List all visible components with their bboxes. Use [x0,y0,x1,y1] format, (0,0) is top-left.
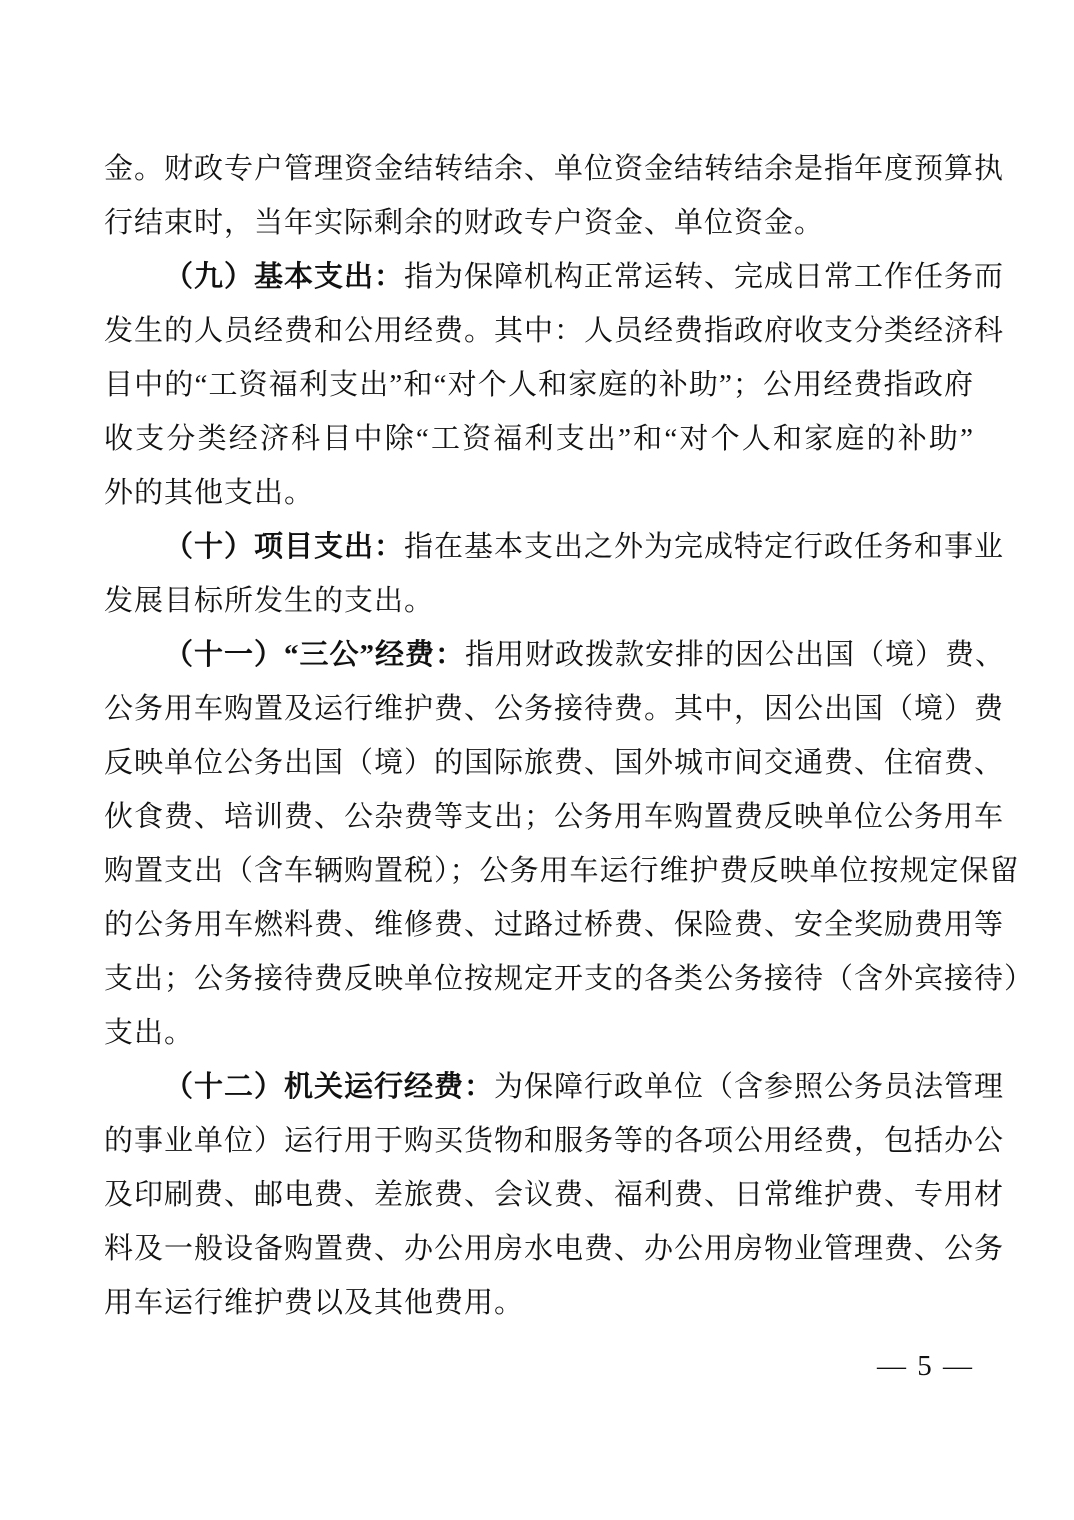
body-text: 目中的“工资福利支出”和“对个人和家庭的补助”；公用经费指政府 [104,369,974,401]
body-text: 指在基本支出之外为完成特定行政任务和事业 [404,531,1005,563]
body-text: 的事业单位）运行用于购买货物和服务等的各项公用经费，包括办公 [104,1125,1005,1157]
heading-text: （十二）机关运行经费： [164,1071,495,1103]
body-text: 反映单位公务出国（境）的国际旅费、国外城市间交通费、住宿费、 [104,747,1005,779]
text-line [104,898,1005,952]
text-line [104,142,1005,196]
text-line [104,412,974,466]
body-text: 料及一般设备购置费、办公用房水电费、办公用房物业管理费、公务 [104,1233,1005,1265]
body-text: 及印刷费、邮电费、差旅费、会议费、福利费、日常维护费、专用材 [104,1179,1005,1211]
body-text: 金。财政专户管理资金结转结余、单位资金结转结余是指年度预算执 [104,153,1005,185]
body-text: 收支分类经济科目中除“工资福利支出”和“对个人和家庭的补助” [104,423,974,455]
text-line [104,1114,1005,1168]
body-text: 公务用车购置及运行维护费、公务接待费。其中，因公出国（境）费 [104,693,1005,725]
body-text: 购置支出（含车辆购置税）；公务用车运行维护费反映单位按规定保留 [104,855,1020,887]
text-line [104,304,1005,358]
body-text: 伙食费、培训费、公杂费等支出；公务用车购置费反映单位公务用车 [104,801,1005,833]
text-line [104,466,974,520]
body-text: 支出。 [104,1017,195,1049]
heading-text: （十）项目支出： [164,531,405,563]
text-line [104,520,1005,574]
heading-text: （九）基本支出： [164,261,405,293]
text-line [104,682,1005,736]
body-text: 为保障行政单位（含参照公务员法管理 [494,1071,1005,1103]
text-line [104,1060,1005,1114]
body-text: 指为保障机构正常运转、完成日常工作任务而 [404,261,1005,293]
text-line [104,1006,974,1060]
text-line [104,358,974,412]
body-text: 的公务用车燃料费、维修费、过路过桥费、保险费、安全奖励费用等 [104,909,1005,941]
text-line [104,628,1006,682]
text-line [104,250,1005,304]
text-line [104,574,974,628]
body-text: 指用财政拨款安排的因公出国（境）费、 [465,639,1006,671]
body-text: 支出；公务接待费反映单位按规定开支的各类公务接待（含外宾接待） [104,963,1035,995]
text-line [104,844,1020,898]
text-line [104,790,1005,844]
body-text: 发生的人员经费和公用经费。其中：人员经费指政府收支分类经济科 [104,315,1005,347]
text-line [104,736,1005,790]
heading-text: （十一）“三公”经费： [164,639,466,671]
text-line [104,196,974,250]
body-text: 行结束时，当年实际剩余的财政专户资金、单位资金。 [104,207,825,239]
document-body [104,142,1035,1330]
text-line [104,952,1035,1006]
text-line [104,1276,974,1330]
page-number: — 5 — [877,1350,974,1382]
text-line [104,1222,1005,1276]
body-text: 用车运行维护费以及其他费用。 [104,1287,525,1319]
body-text: 外的其他支出。 [104,477,315,509]
body-text: 发展目标所发生的支出。 [104,585,435,617]
text-line [104,1168,1005,1222]
